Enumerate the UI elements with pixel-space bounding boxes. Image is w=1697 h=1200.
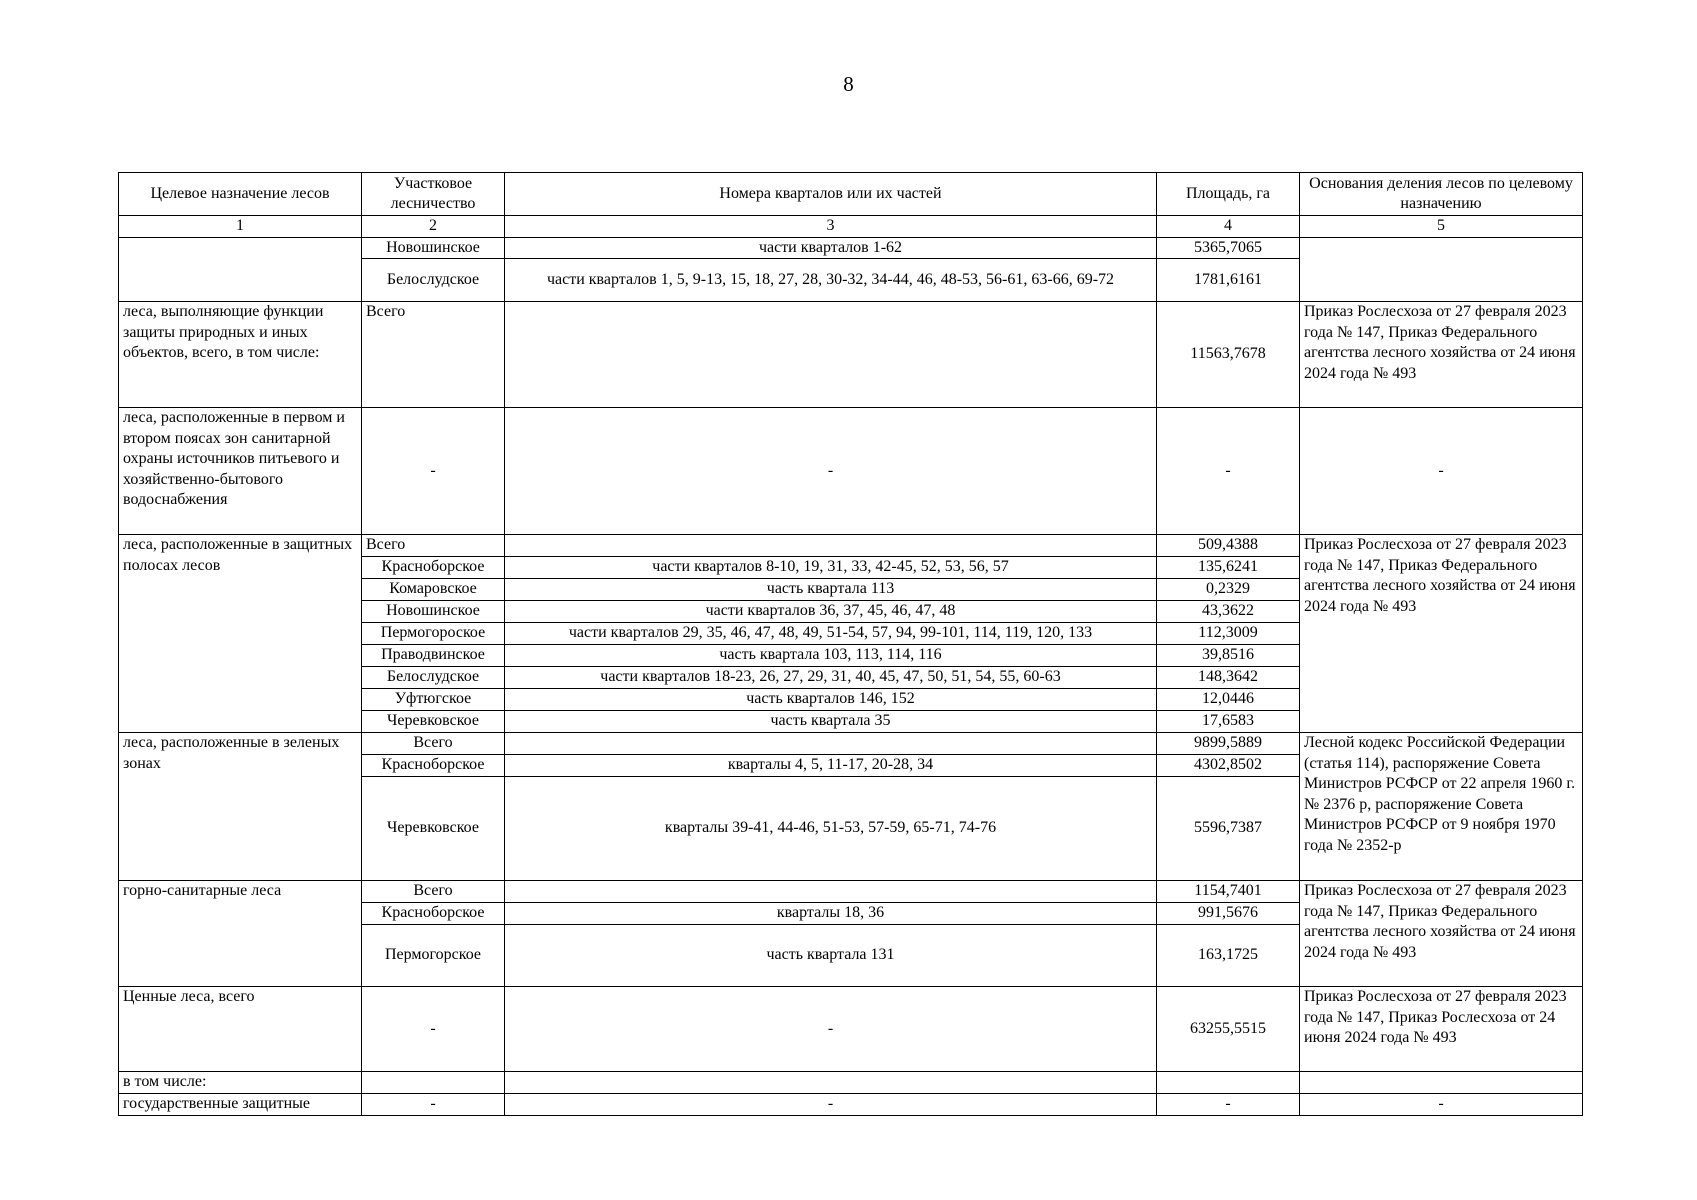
dash-cell: - [362,1094,505,1116]
area-cell: 1781,6161 [1157,259,1300,302]
forestry-cell: Красноборское [362,755,505,777]
forestry-cell: Праводвинское [362,645,505,667]
basis-cell: Приказ Рослесхоза от 27 февраля 2023 года № 147, Приказ Рослесхоза от 24 июня 2024 года № 493 [1300,987,1583,1072]
area-cell: 135,6241 [1157,557,1300,579]
quarters-cell: кварталы 39-41, 44-46, 51-53, 57-59, 65-71, 74-76 [505,777,1157,881]
table-row [119,881,1583,903]
area-cell: 991,5676 [1157,903,1300,925]
table-row [119,1072,1583,1094]
area-cell: 4302,8502 [1157,755,1300,777]
purpose-cell: леса, расположенные в защитных полосах лесов [119,535,362,733]
quarters-cell: части кварталов 8-10, 19, 31, 33, 42-45, 52, 53, 56, 57 [505,557,1157,579]
purpose-cell: леса, расположенные в первом и втором поясах зон санитарной охраны источников питьевого и хозяйственно-бытового водоснабжения [119,408,362,535]
area-cell: 17,6583 [1157,711,1300,733]
dash-cell: - [505,987,1157,1072]
basis-cell-empty [1300,237,1583,302]
purpose-cell: леса, выполняющие функции защиты природных и иных объектов, всего, в том числе: [119,302,362,408]
area-cell: 9899,5889 [1157,733,1300,755]
quarters-cell: часть квартала 113 [505,579,1157,601]
forestry-cell: Новошинское [362,237,505,259]
dash-cell: - [362,408,505,535]
table-row [119,733,1583,755]
header-area: Площадь, га [1157,173,1300,216]
area-cell: 148,3642 [1157,667,1300,689]
column-number: 5 [1300,216,1583,238]
empty-cell [505,1072,1157,1094]
quarters-cell: кварталы 18, 36 [505,903,1157,925]
table-header-row [119,173,1583,216]
quarters-cell: части кварталов 36, 37, 45, 46, 47, 48 [505,601,1157,623]
quarters-cell: часть квартала 103, 113, 114, 116 [505,645,1157,667]
area-cell: 163,1725 [1157,925,1300,987]
forestry-cell: Черевковское [362,777,505,881]
area-cell: 1154,7401 [1157,881,1300,903]
forestry-cell: Красноборское [362,557,505,579]
area-cell: 11563,7678 [1157,302,1300,408]
table-row [119,1094,1583,1116]
quarters-cell: часть квартала 131 [505,925,1157,987]
forestry-cell: Белослудское [362,667,505,689]
quarters-cell: части кварталов 1, 5, 9-13, 15, 18, 27, 28, 30-32, 34-44, 46, 48-53, 56-61, 63-66, 69-72 [505,259,1157,302]
purpose-cell: Ценные леса, всего [119,987,362,1072]
header-quarters: Номера кварталов или их частей [505,173,1157,216]
header-purpose: Целевое назначение лесов [119,173,362,216]
forestry-cell: Пермогороское [362,623,505,645]
dash-cell: - [1300,1094,1583,1116]
table-row [119,987,1583,1072]
area-cell: 0,2329 [1157,579,1300,601]
column-number-row [119,216,1583,238]
area-cell: 12,0446 [1157,689,1300,711]
table-row [119,408,1583,535]
dash-cell: - [1157,408,1300,535]
forestry-cell: Уфтюгское [362,689,505,711]
basis-cell: Приказ Рослесхоза от 27 февраля 2023 года № 147, Приказ Федерального агентства лесного хозяйства от 24 июня 2024 года № 493 [1300,535,1583,733]
header-forestry: Участковое лесничество [362,173,505,216]
purpose-cell-empty [119,237,362,302]
purpose-cell: горно-санитарные леса [119,881,362,987]
column-number: 2 [362,216,505,238]
dash-cell: - [505,1094,1157,1116]
column-number: 3 [505,216,1157,238]
forestry-cell: Комаровское [362,579,505,601]
quarters-cell: части кварталов 1-62 [505,237,1157,259]
quarters-cell: часть квартала 35 [505,711,1157,733]
area-cell: 43,3622 [1157,601,1300,623]
quarters-cell-empty [505,535,1157,557]
purpose-cell: государственные защитные [119,1094,362,1116]
page-number: 8 [843,72,854,96]
basis-cell: Приказ Рослесхоза от 27 февраля 2023 года № 147, Приказ Федерального агентства лесного хозяйства от 24 июня 2024 года № 493 [1300,881,1583,987]
purpose-cell: леса, расположенные в зеленых зонах [119,733,362,881]
quarters-cell: часть кварталов 146, 152 [505,689,1157,711]
table-row [119,302,1583,408]
empty-cell [1157,1072,1300,1094]
quarters-cell: части кварталов 29, 35, 46, 47, 48, 49, 51-54, 57, 94, 99-101, 114, 119, 120, 133 [505,623,1157,645]
dash-cell: - [362,987,505,1072]
dash-cell: - [505,408,1157,535]
quarters-cell-empty [505,302,1157,408]
forestry-cell: Всего [362,733,505,755]
quarters-cell: кварталы 4, 5, 11-17, 20-28, 34 [505,755,1157,777]
empty-cell [362,1072,505,1094]
forestry-cell: Новошинское [362,601,505,623]
forestry-cell: Пермогорское [362,925,505,987]
forestry-cell: Всего [362,535,505,557]
purpose-cell: в том числе: [119,1072,362,1094]
area-cell: 39,8516 [1157,645,1300,667]
forestry-cell: Белослудское [362,259,505,302]
table-row [119,535,1583,557]
table-row [119,237,1583,259]
forestry-cell: Красноборское [362,903,505,925]
column-number: 1 [119,216,362,238]
quarters-cell: части кварталов 18-23, 26, 27, 29, 31, 40, 45, 47, 50, 51, 54, 55, 60-63 [505,667,1157,689]
quarters-cell-empty [505,733,1157,755]
basis-cell: Лесной кодекс Российской Федерации (статья 114), распоряжение Совета Министров РСФСР от 22 апреля 1960 г. № 2376 р, распоряжение Совета Министров РСФСР от 9 ноября 1970 года № 2352-р [1300,733,1583,881]
empty-cell [1300,1072,1583,1094]
area-cell: 5365,7065 [1157,237,1300,259]
quarters-cell-empty [505,881,1157,903]
dash-cell: - [1300,408,1583,535]
forestry-cell: Всего [362,302,505,408]
area-cell: 5596,7387 [1157,777,1300,881]
column-number: 4 [1157,216,1300,238]
area-cell: 112,3009 [1157,623,1300,645]
forestry-cell: Всего [362,881,505,903]
header-basis: Основания деления лесов по целевому назначению [1300,173,1583,216]
forest-purpose-table [118,172,1583,1116]
basis-cell: Приказ Рослесхоза от 27 февраля 2023 года № 147, Приказ Федерального агентства лесного хозяйства от 24 июня 2024 года № 493 [1300,302,1583,408]
forestry-cell: Черевковское [362,711,505,733]
area-cell: 63255,5515 [1157,987,1300,1072]
area-cell: 509,4388 [1157,535,1300,557]
dash-cell: - [1157,1094,1300,1116]
